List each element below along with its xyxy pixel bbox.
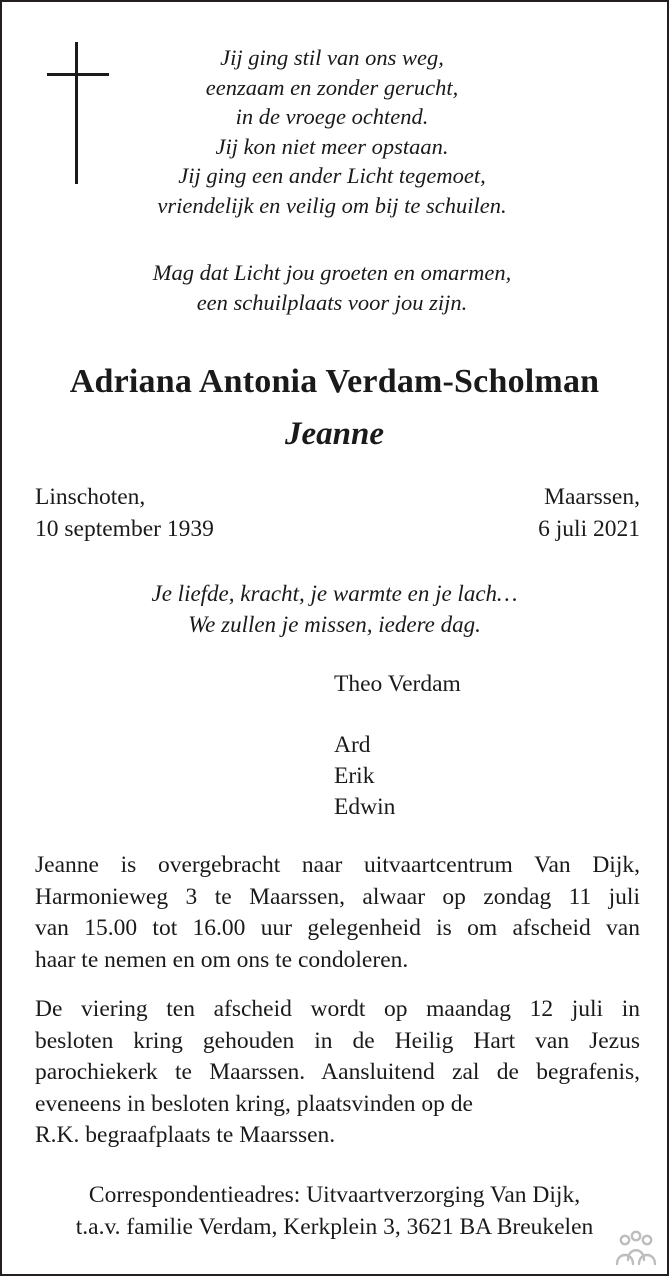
paragraph-line: besloten kring gehouden in de Heilig Hart van Jezus — [35, 1027, 640, 1054]
poem-line: Jij kon niet meer opstaan. — [215, 133, 449, 159]
death-info — [538, 482, 640, 545]
family-partner: Theo Verdam — [334, 671, 461, 697]
birth-info — [35, 482, 214, 545]
poem-line: een schuilplaats voor jou zijn. — [196, 289, 468, 315]
family-spacer — [334, 700, 461, 730]
viewing-paragraph — [35, 850, 640, 976]
cross-horizontal-bar — [47, 73, 109, 76]
quote-line: We zullen je missen, iedere dag. — [188, 611, 481, 637]
poem-line: Jij ging een ander Licht tegemoet, — [178, 163, 486, 188]
poem-line: Mag dat Licht jou groeten en omarmen, — [152, 260, 512, 285]
paragraph-line: haar te nemen en om ons te condoleren. — [35, 946, 409, 973]
paragraph-line: R.K. begraafplaats te Maarssen. — [35, 1122, 336, 1148]
poem-line: vriendelijk en veilig om bij te schuilen. — [157, 192, 507, 218]
correspondence-address — [2, 1180, 667, 1243]
correspondence-line: t.a.v. familie Verdam, Kerkplein 3, 3621 BA Breukelen — [75, 1213, 594, 1240]
quote-line: Je liefde, kracht, je warmte en je lach… — [151, 581, 518, 606]
deceased-nickname: Jeanne — [285, 416, 384, 452]
paragraph-line: van 15.00 tot 16.00 uur gelegenheid is om afscheid van — [35, 915, 640, 941]
poem-stanza-1 — [112, 43, 552, 220]
family-child: Edwin — [334, 794, 396, 820]
people-logo-icon — [611, 1230, 661, 1270]
family-list — [334, 669, 461, 823]
paragraph-line: Harmonieweg 3 te Maarssen, alwaar op zondag 11 juli — [35, 883, 640, 910]
poem-stanza-2 — [112, 258, 552, 317]
death-place: Maarssen, — [544, 484, 640, 510]
paragraph-line: Jeanne is overgebracht naar uitvaartcentrum Van Dijk, — [35, 852, 640, 878]
family-child: Ard — [334, 732, 371, 758]
birth-place: Linschoten, — [35, 484, 146, 510]
birth-date: 10 september 1939 — [35, 515, 214, 542]
paragraph-line: parochiekerk te Maarssen. Aansluitend zal de begrafenis, — [35, 1059, 640, 1085]
death-date: 6 juli 2021 — [538, 515, 640, 542]
paragraph-line: De viering ten afscheid wordt op maandag 12 juli in — [35, 996, 640, 1022]
paragraph-line: eveneens in besloten kring, plaatsvinden op de — [35, 1090, 473, 1117]
family-child: Erik — [334, 763, 375, 789]
poem-line: eenzaam en zonder gerucht, — [205, 74, 459, 100]
poem-line: Jij ging stil van ons weg, — [220, 45, 444, 70]
cross-vertical-bar — [75, 42, 78, 184]
memorial-quote — [82, 579, 587, 640]
ceremony-paragraph — [35, 994, 640, 1152]
poem-line: in de vroege ochtend. — [235, 104, 429, 129]
correspondence-line: Correspondentieadres: Uitvaartverzorging Van Dijk, — [88, 1182, 581, 1208]
cross-icon — [47, 42, 109, 184]
deceased-full-name: Adriana Antonia Verdam-Scholman — [69, 363, 600, 400]
